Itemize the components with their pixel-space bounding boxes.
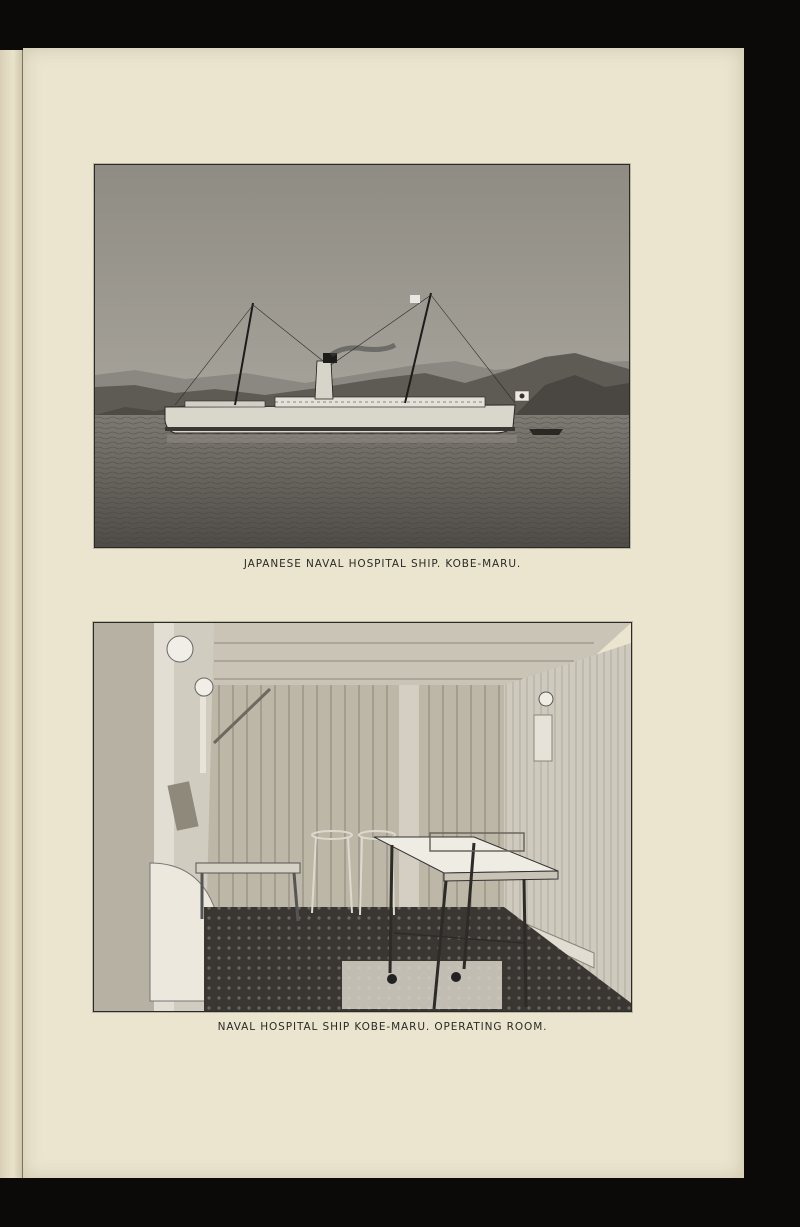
operating-room-photograph <box>93 622 632 1012</box>
operating-room-image <box>94 623 631 1011</box>
plate-caption-ship: JAPANESE NAVAL HOSPITAL SHIP. KOBE-MARU. <box>243 558 522 570</box>
ship-photograph <box>94 164 630 548</box>
book-page <box>23 48 744 1178</box>
facing-page-edge <box>0 50 23 1178</box>
ship-photograph-image <box>95 165 629 547</box>
plate-caption-operating-room: NAVAL HOSPITAL SHIP KOBE-MARU. OPERATING ROOM. <box>217 1021 548 1033</box>
